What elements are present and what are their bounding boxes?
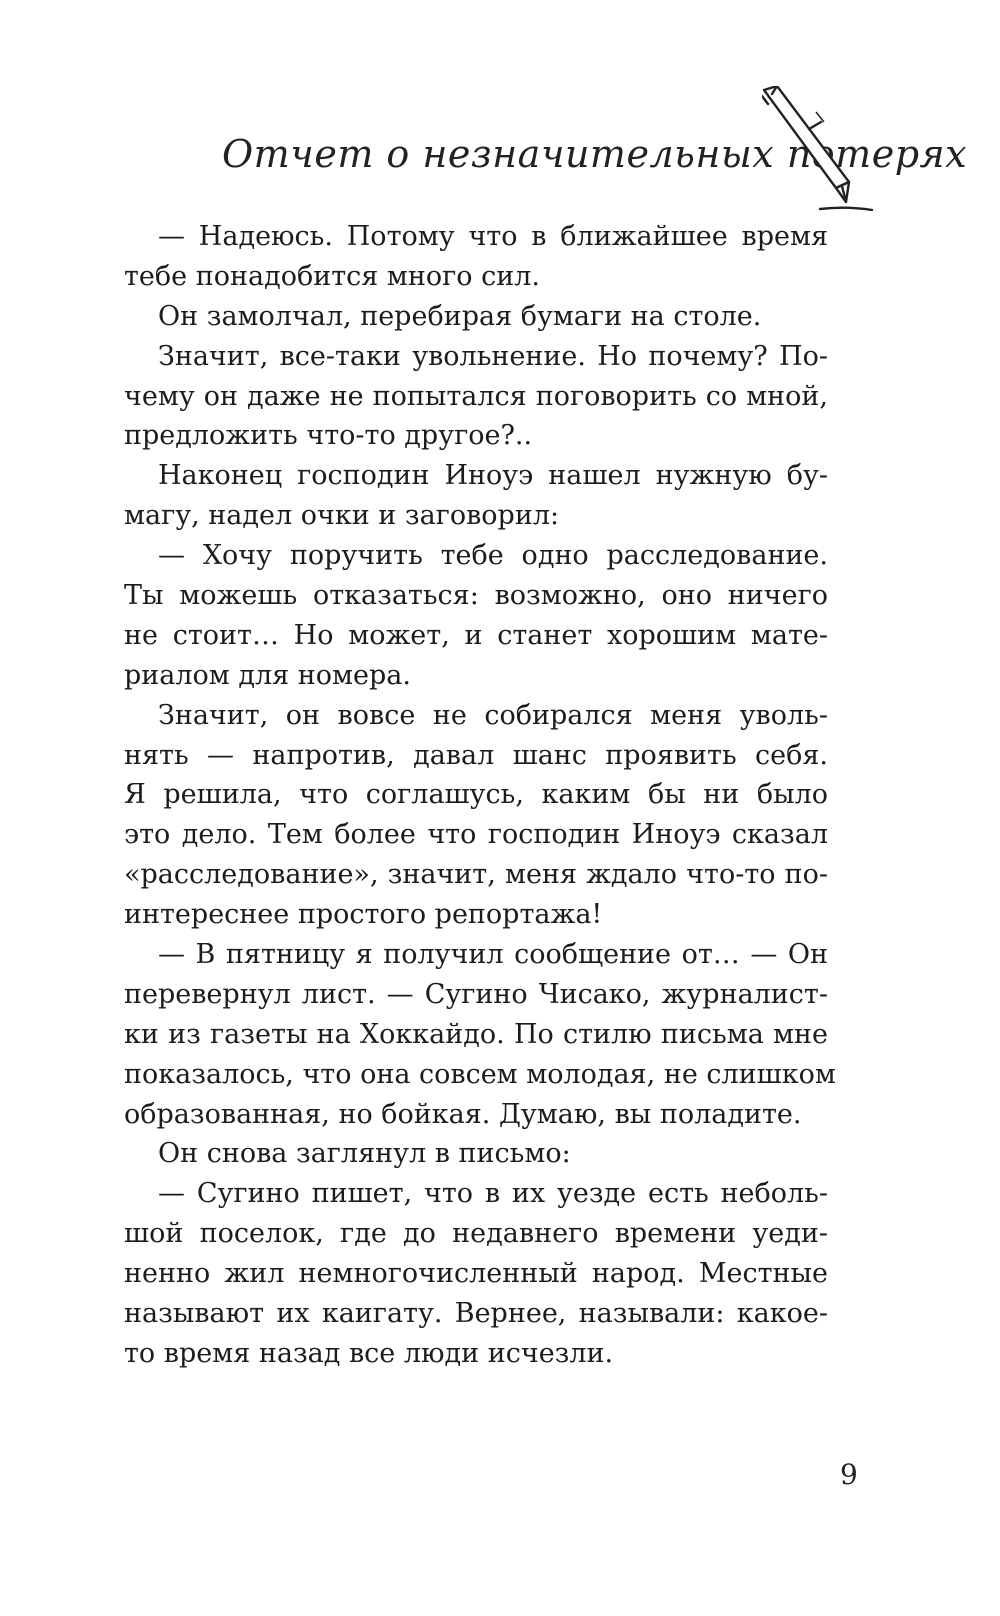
text-line: «расследование», значит, меня ждало что-то по- xyxy=(124,859,828,891)
text-line: тебе понадобится много сил. xyxy=(124,260,540,292)
text-line: Он замолчал, перебирая бумаги на столе. xyxy=(158,300,762,332)
text-line: — Сугино пишет, что в их уезде есть неболь- xyxy=(158,1178,828,1210)
text-line: называют их каигату. Вернее, называли: какое- xyxy=(124,1298,828,1330)
text-line: интереснее простого репортажа! xyxy=(124,899,603,931)
text-line: Он снова заглянул в письмо: xyxy=(158,1138,571,1170)
text-line: предложить что-то другое?.. xyxy=(124,420,533,452)
running-head xyxy=(222,126,968,198)
running-head-title: Отчет о незначительных потерях xyxy=(222,132,968,176)
text-line: — Надеюсь. Потому что в ближайшее время xyxy=(158,221,828,252)
text-line: — В пятницу я получил сообщение от… — Он xyxy=(158,939,828,971)
text-line: то время назад все люди исчезли. xyxy=(124,1337,614,1369)
text-line: Наконец господин Иноуэ нашел нужную бу- xyxy=(158,460,828,492)
text-line: риалом для номера. xyxy=(124,659,411,691)
text-line: магу, надел очки и заговорил: xyxy=(124,500,560,532)
body-text xyxy=(124,217,836,1374)
text-line: перевернул лист. — Сугино Чисако, журналист- xyxy=(124,978,828,1010)
text-line: — Хочу поручить тебе одно расследование. xyxy=(158,540,828,572)
text-line: Значит, он вовсе не собирался меня уволь- xyxy=(158,699,828,731)
text-line: ки из газеты на Хоккайдо. По стилю письма мне xyxy=(124,1018,828,1050)
text-line: ненно жил немногочисленный народ. Местные xyxy=(124,1258,828,1290)
page-number: 9 xyxy=(840,1458,858,1491)
text-line: Ты можешь отказаться: возможно, оно ничего xyxy=(124,580,828,612)
text-line: чему он даже не попытался поговорить со мной, xyxy=(124,380,828,412)
text-line: показалось, что она совсем молодая, не слишком xyxy=(124,1058,836,1090)
text-line: Я решила, что соглашусь, каким бы ни было xyxy=(124,779,828,811)
text-line: нять — напротив, давал шанс проявить себя. xyxy=(124,739,828,771)
text-line: шой поселок, где до недавнего времени уеди- xyxy=(124,1218,828,1250)
text-line: не стоит… Но может, и станет хорошим мате- xyxy=(124,619,828,651)
text-line: образованная, но бойкая. Думаю, вы поладите. xyxy=(124,1098,802,1130)
fountain-pen-icon xyxy=(762,86,880,218)
text-line: это дело. Тем более что господин Иноуэ сказал xyxy=(124,819,828,851)
text-line: Значит, все-таки увольнение. Но почему? По- xyxy=(158,340,828,372)
